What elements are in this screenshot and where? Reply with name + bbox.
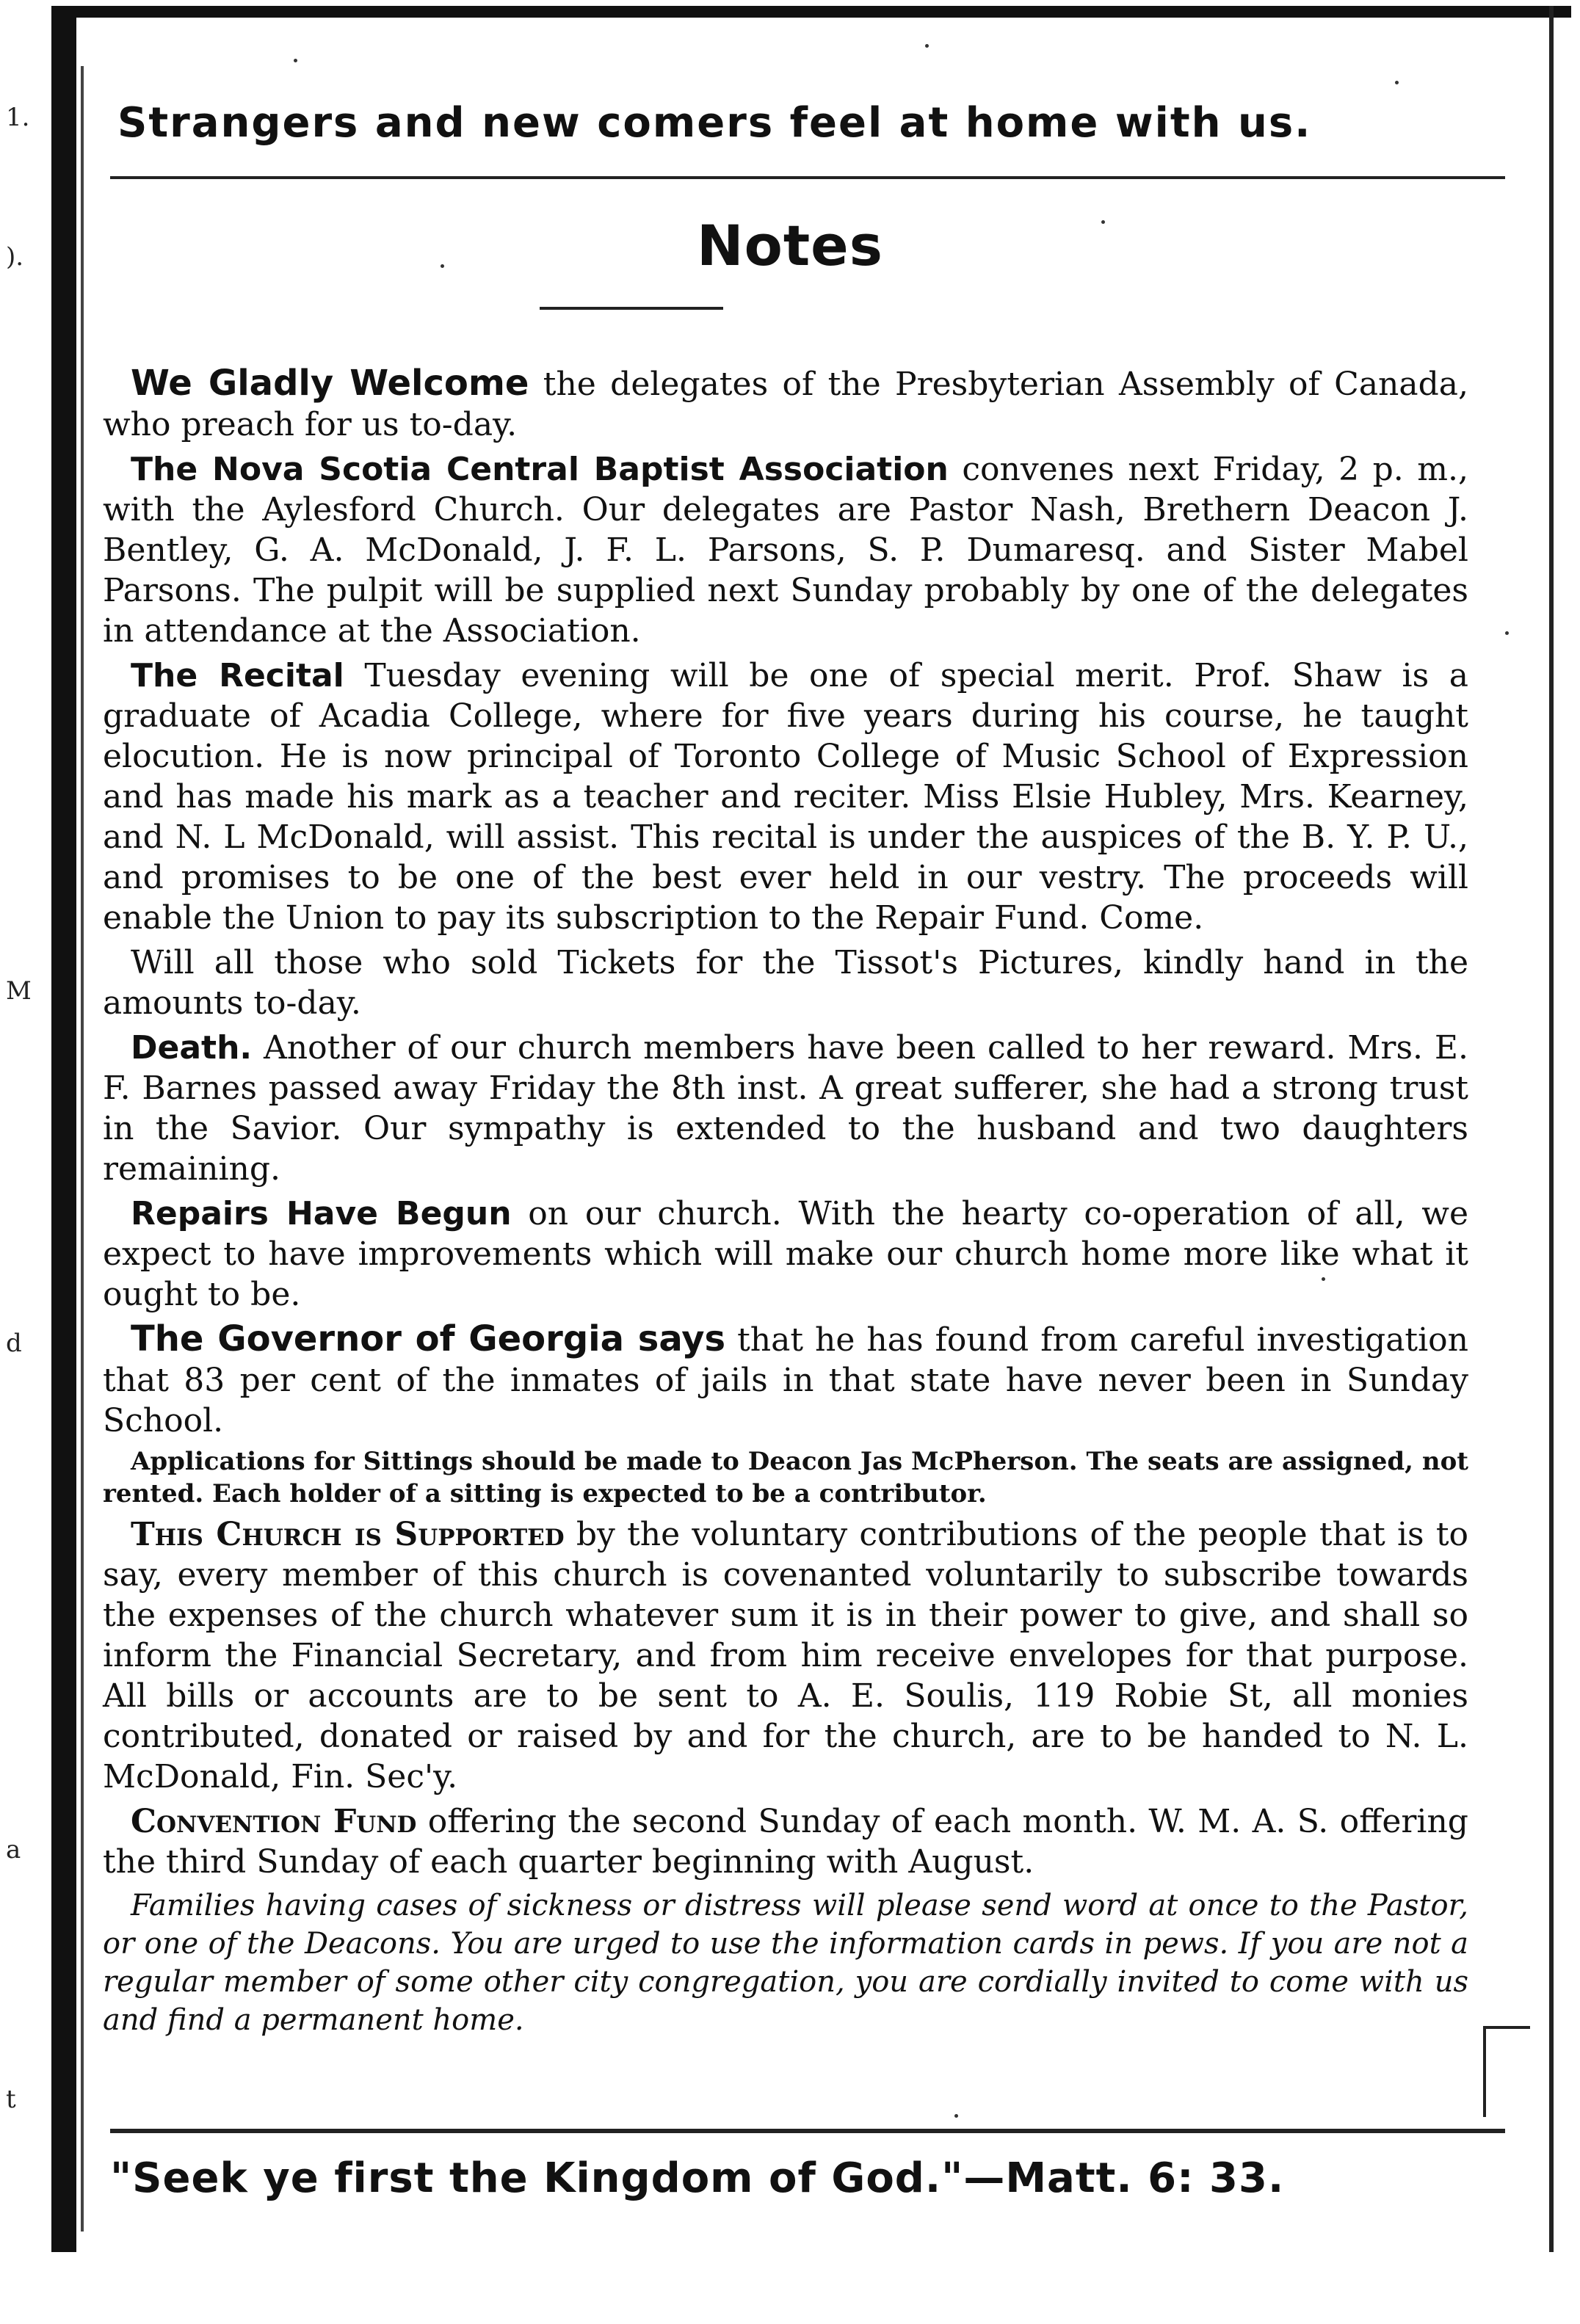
note-lead: The Nova Scotia Central Baptist Association (131, 451, 949, 488)
edge-mark: 1. (6, 103, 30, 132)
edge-mark: ). (6, 242, 24, 272)
note-text: by the voluntary contributions of the people that is to say, every member of this church is covenanted voluntarily to subscribe towards the expenses of the church whatever sum it is in their power to give, and shall so inform the Financial Secretary, and from him receive envelopes for that purpose. All bills or accounts are to be sent to A. E. Soulis, 119 Robie St, all monies contributed, donated or raised by and for the church, are to be handed to N. L. McDonald, Fin. Sec'y. (103, 1516, 1468, 1795)
note-text: offering the second Sunday of each month. W. M. A. S. offering the third Sunday of each quarter beginning with August. (103, 1803, 1468, 1881)
note-text: should be made to Deacon Jas McPherson. The seats are assigned, not rented. Each holder of a sitting is expected to be a contributor. (103, 1447, 1468, 1508)
note-paragraph (103, 1319, 1468, 1441)
note-paragraph (103, 449, 1468, 651)
note-paragraph (103, 1514, 1468, 1797)
note-text: Families having cases of sickness or distress will please send word at once to the Pastor, or one of the Deacons. You are urged to use the information cards in pews. If you are not a regular member of some other city congregation, you are cordially invited to come with us and find a permanent home. (103, 1889, 1468, 2037)
note-paragraph (103, 1028, 1468, 1189)
note-text: Will all those who sold Tickets for the Tissot's Pictures, kindly hand in the amounts to-day. (103, 944, 1468, 1022)
print-speck (1322, 1277, 1325, 1281)
note-paragraph (103, 1801, 1468, 1882)
note-text: on our church. With the hearty co-operation of all, we expect to have improvements which will make our church home more like what it ought to be. (103, 1195, 1468, 1313)
masthead-slogan: Strangers and new comers feel at home with us. (117, 99, 1312, 147)
footer-verse: "Seek ye first the Kingdom of God."—Matt. 6: 33. (110, 2154, 1285, 2202)
note-paragraph (103, 363, 1468, 445)
note-lead: Death. (131, 1029, 253, 1067)
note-paragraph (103, 656, 1468, 938)
note-lead: Applications for Sittings (131, 1447, 474, 1476)
note-text: the delegates of the Presbyterian Assembly of Canada, who preach for us to-day. (103, 366, 1469, 443)
top-border (51, 6, 1571, 18)
note-paragraph (103, 1194, 1468, 1315)
note-text: Another of our church members have been called to her reward. Mrs. E. F. Barnes passed away Friday the 8th inst. A great sufferer, she had a strong trust in the Savior. Our sympathy is extended to the husband and two daughters remaining. (103, 1029, 1468, 1188)
left-inner-border (81, 66, 84, 2232)
print-speck (441, 264, 444, 268)
left-border (51, 6, 76, 2252)
print-speck (294, 59, 297, 62)
title-underline (540, 307, 723, 310)
right-border (1549, 6, 1554, 2252)
note-lead: Repairs Have Begun (131, 1195, 512, 1232)
print-speck (1101, 220, 1105, 224)
note-text: Tuesday evening will be one of special merit. Prof. Shaw is a graduate of Acadia College, where for five years during his course, he taught elocution. He is now principal of Toronto College of Music School of Expression and has made his mark as a teacher and reciter. Miss Elsie Hubley, Mrs. Kearney, and N. L McDonald, will assist. This recital is under the auspices of the B. Y. P. U., and promises to be one of the best ever held in our vestry. The proceeds will enable the Union to pay its subscription to the Repair Fund. Come. (103, 657, 1468, 937)
margin-bracket (1483, 2026, 1530, 2117)
note-paragraph (103, 1887, 1468, 2039)
note-lead: We Gladly Welcome (131, 363, 529, 404)
footer-rule (110, 2129, 1505, 2133)
note-lead: Convention Fund (131, 1803, 417, 1840)
print-speck (925, 44, 929, 48)
header-rule (110, 176, 1505, 179)
notes-body (103, 363, 1468, 2044)
edge-mark: d (6, 1329, 22, 1358)
edge-mark: M (6, 976, 32, 1006)
print-speck (954, 2114, 958, 2118)
print-speck (1505, 631, 1509, 635)
edge-mark: a (6, 1835, 21, 1864)
section-title: Notes (697, 213, 883, 278)
note-lead: The Governor of Georgia says (131, 1318, 726, 1359)
note-text: convenes next Friday, 2 p. m., with the Aylesford Church. Our delegates are Pastor Nash, Brethern Deacon J. Bentley, G. A. McDonald, J. F. L. Parsons, S. P. Dumaresq. and Sister Mabel Parsons. The pulpit will be supplied next Sunday probably by one of the delegates in attendance at the Association. (103, 451, 1468, 650)
note-lead: The Recital (131, 657, 344, 694)
note-text: that he has found from careful investigation that 83 per cent of the inmates of jails in that state have never been in Sunday School. (103, 1321, 1469, 1439)
edge-mark: t (6, 2085, 16, 2114)
note-paragraph (103, 943, 1468, 1023)
note-paragraph (103, 1445, 1468, 1510)
note-lead: This Church is Supported (131, 1516, 565, 1553)
print-speck (1395, 81, 1399, 84)
